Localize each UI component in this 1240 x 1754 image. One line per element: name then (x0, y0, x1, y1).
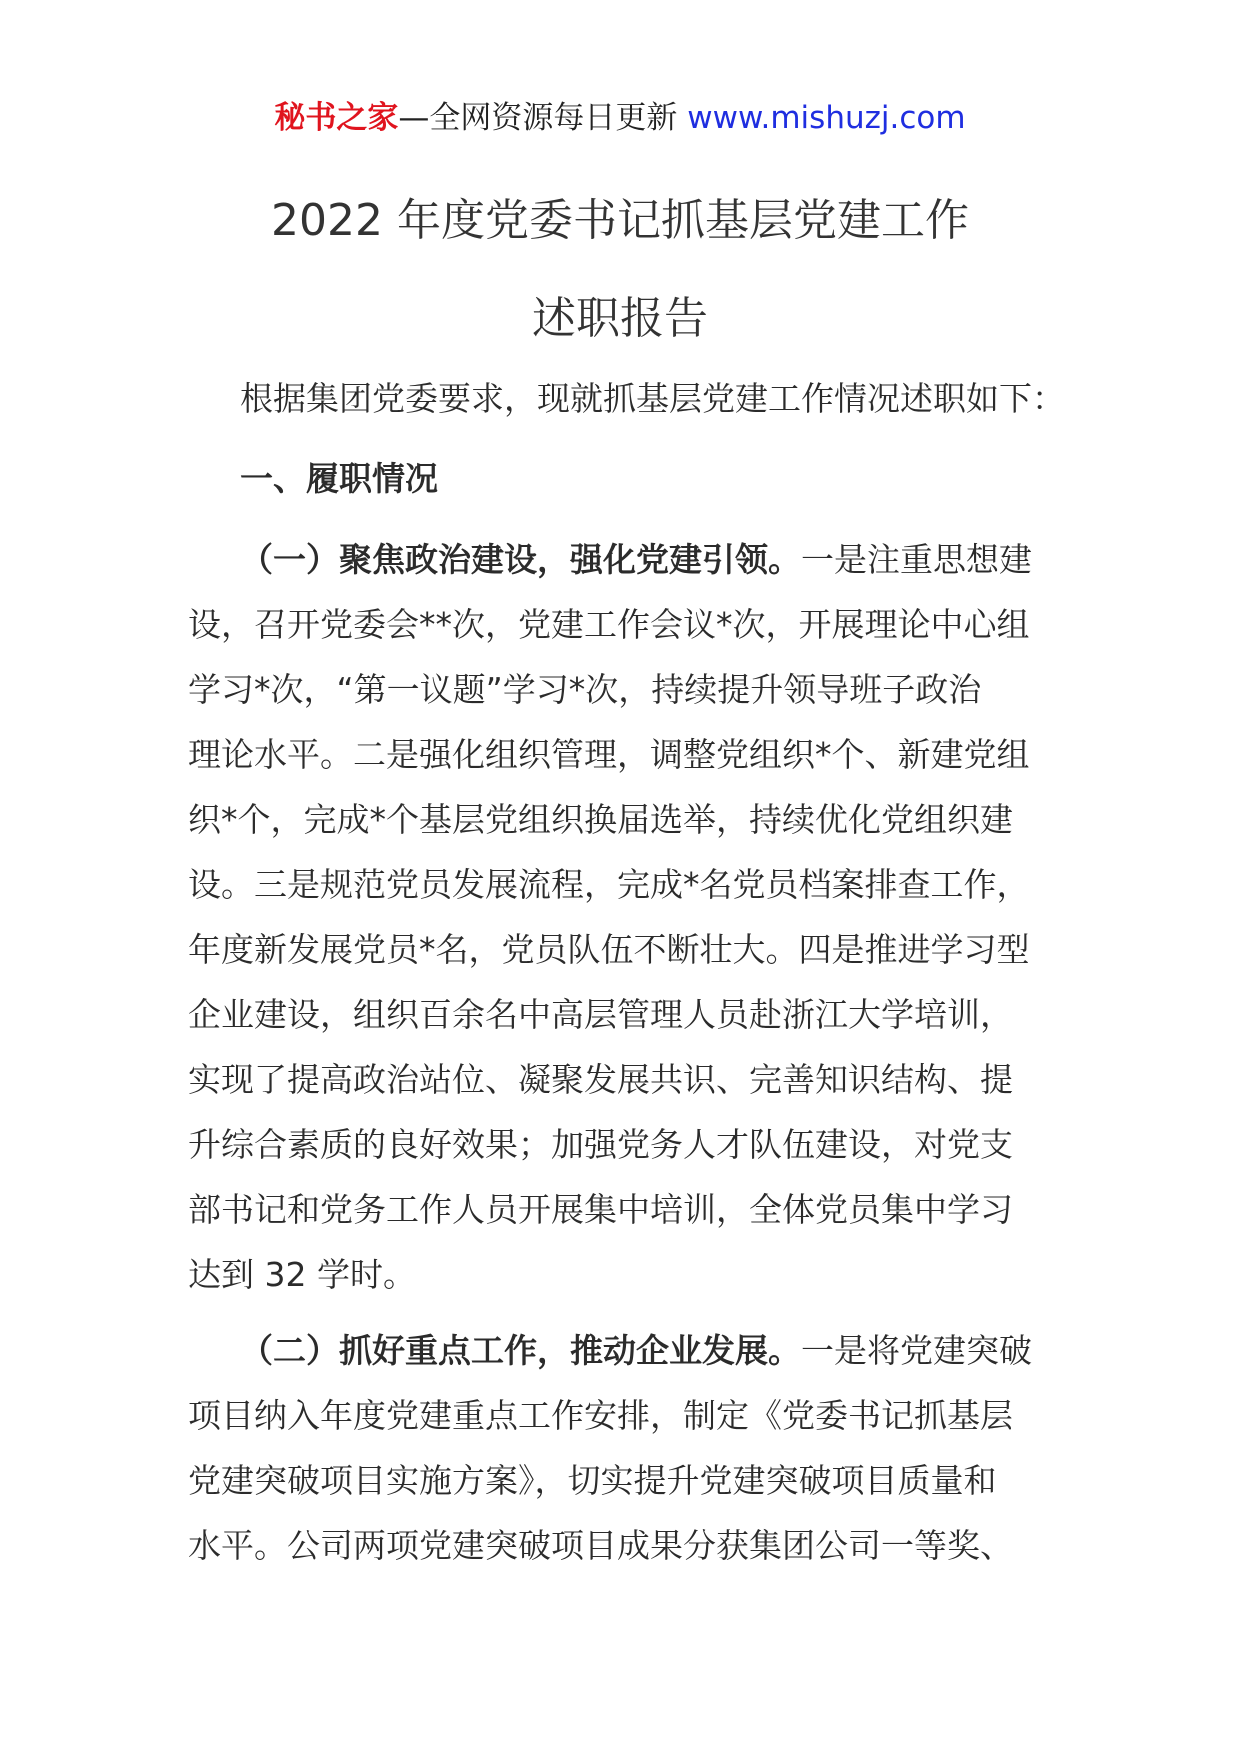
paragraph-1-line: 部书记和党务工作人员开展集中培训，全体党员集中学习 (188, 1190, 1013, 1229)
paragraph-2-line: 水平。公司两项党建突破项目成果分获集团公司一等奖、 (188, 1526, 1013, 1565)
section-heading: 一、履职情况 (240, 459, 438, 498)
site-header (0, 98, 1240, 138)
paragraph-2-line: 项目纳入年度党建重点工作安排，制定《党委书记抓基层 (188, 1396, 1013, 1435)
paragraph-1 (188, 527, 1068, 1307)
paragraph-1-line: 织*个，完成*个基层党组织换届选举，持续优化党组织建 (188, 800, 1013, 839)
header-tagline: —全网资源每日更新 (398, 100, 688, 136)
paragraph-2-line: 一是将党建突破 (801, 1331, 1032, 1370)
document-title-line-1: 2022 年度党委书记抓基层党建工作 (271, 195, 969, 246)
paragraph-1-line: 年度新发展党员*名，党员队伍不断壮大。四是推进学习型 (188, 930, 1030, 969)
paragraph-1-lead: （一）聚焦政治建设，强化党建引领。 (240, 540, 801, 579)
paragraph-2-line: 党建突破项目实施方案》，切实提升党建突破项目质量和 (188, 1461, 997, 1500)
paragraph-1-line: 企业建设，组织百余名中高层管理人员赴浙江大学培训， (188, 995, 1013, 1034)
paragraph-1-first-line (188, 527, 1068, 592)
brand-name: 秘书之家 (274, 100, 399, 136)
paragraph-1-line: 实现了提高政治站位、凝聚发展共识、完善知识结构、提 (188, 1060, 1013, 1099)
paragraph-1-line: 理论水平。二是强化组织管理，调整党组织*个、新建党组 (188, 735, 1030, 774)
paragraph-2 (188, 1318, 1068, 1578)
paragraph-1-line: 设，召开党委会**次，党建工作会议*次，开展理论中心组 (188, 605, 1030, 644)
paragraph-1-line: 升综合素质的良好效果；加强党务人才队伍建设，对党支 (188, 1125, 1013, 1164)
document-title-line-2: 述职报告 (532, 293, 708, 344)
paragraph-2-lead: （二）抓好重点工作，推动企业发展。 (240, 1331, 801, 1370)
paragraph-1-line: 达到 32 学时。 (188, 1255, 416, 1294)
paragraph-1-line: 学习*次，“第一议题”学习*次，持续提升领导班子政治 (188, 670, 982, 709)
paragraph-2-first-line (188, 1318, 1068, 1383)
paragraph-1-line: 一是注重思想建 (801, 540, 1032, 579)
paragraph-1-line: 设。三是规范党员发展流程，完成*名党员档案排查工作， (188, 865, 1030, 904)
intro-paragraph: 根据集团党委要求，现就抓基层党建工作情况述职如下： (240, 379, 1065, 418)
site-url-link[interactable]: www.mishuzj.com (687, 100, 966, 136)
